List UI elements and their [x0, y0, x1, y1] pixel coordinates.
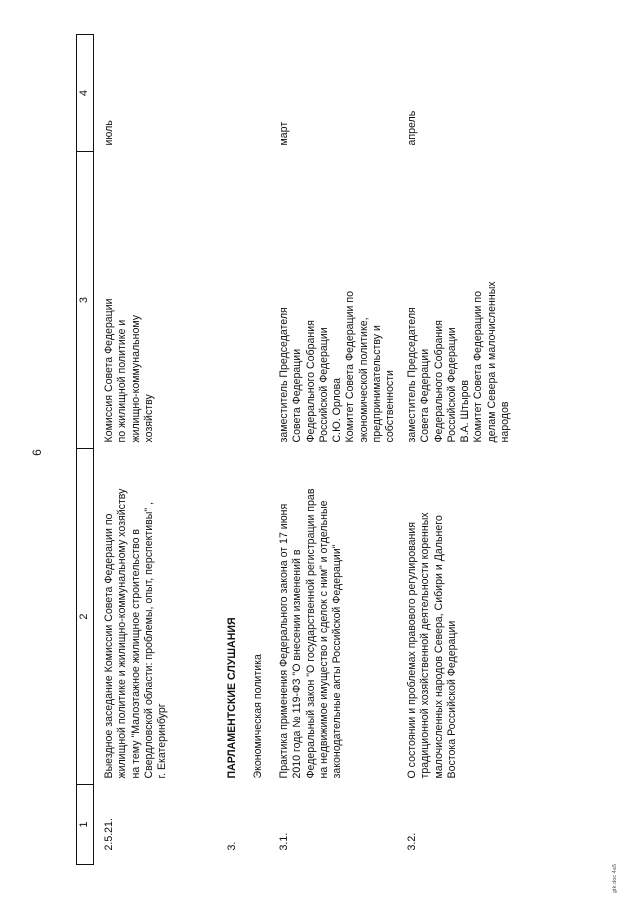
row-number: 3.2.: [406, 832, 418, 851]
column-header-4: 4: [77, 35, 94, 152]
column-header-1: 1: [77, 785, 94, 865]
footer-code: gtk.doc 4a5: [612, 863, 618, 893]
column-header-2: 2: [77, 449, 94, 785]
subsection-heading: Экономическая политика: [252, 654, 264, 779]
row-number: [252, 785, 278, 865]
row-number: 2.5.21.: [103, 818, 115, 851]
event-title: О состоянии и проблемах правового регулирования традиционной хозяйственной деятельности коренных малочисленных народов Севера, Сибири и Дальнего Востока Российской Федерации: [406, 512, 458, 779]
section-heading: ПАРЛАМЕНТСКИЕ СЛУШАНИЯ: [226, 617, 238, 779]
table-row: [94, 35, 218, 865]
term: [252, 35, 278, 152]
column-header-3: 3: [77, 152, 94, 449]
responsible: Комиссия Совета Федерации по жилищной политике и жилищно-коммунальному хозяйству: [103, 298, 155, 443]
responsible: [252, 152, 278, 449]
table-row: [278, 35, 406, 865]
event-title: Выездное заседание Комиссии Совета Федерации по жилищной политике и жилищно-коммунальному хозяйству на тему "Малоэтажное жилищное строительство в Свердловской области: проблемы, опыт, перспективы" , г. Екатеринбург: [103, 488, 169, 779]
term: июль: [103, 120, 115, 146]
row-number: 3.1.: [278, 832, 290, 851]
table-row: [406, 35, 526, 865]
responsible: заместитель Председателя Совета Федерации Федерального Собрания Российской Федерации В.А. Штыров Комитет Совета Федерации по делам Севера и малочисленных народов: [406, 281, 512, 443]
events-table: [76, 34, 526, 865]
table-row: [217, 35, 252, 865]
term: апрель: [406, 110, 418, 146]
term: март: [278, 121, 290, 146]
table-header-row: [77, 35, 94, 865]
event-title: Практика применения Федерального закона от 17 июня 2010 года № 119-ФЗ "О внесении изменений в Федеральный закон "О государственной регистрации прав на недвижимое имущество и сделок с ним" и отдельные законодательные акты Российской Федерации": [278, 488, 344, 779]
responsible: [217, 152, 252, 449]
responsible: заместитель Председателя Совета Федерации Федерального Собрания Российской Федерации С.Ю. Орлова Комитет Совета Федерации по экономической политике, предпринимательству и собственности: [278, 290, 397, 443]
row-number: 3.: [226, 841, 238, 851]
table-row: [252, 35, 278, 865]
term: [217, 35, 252, 152]
page-number: 6: [30, 449, 44, 456]
